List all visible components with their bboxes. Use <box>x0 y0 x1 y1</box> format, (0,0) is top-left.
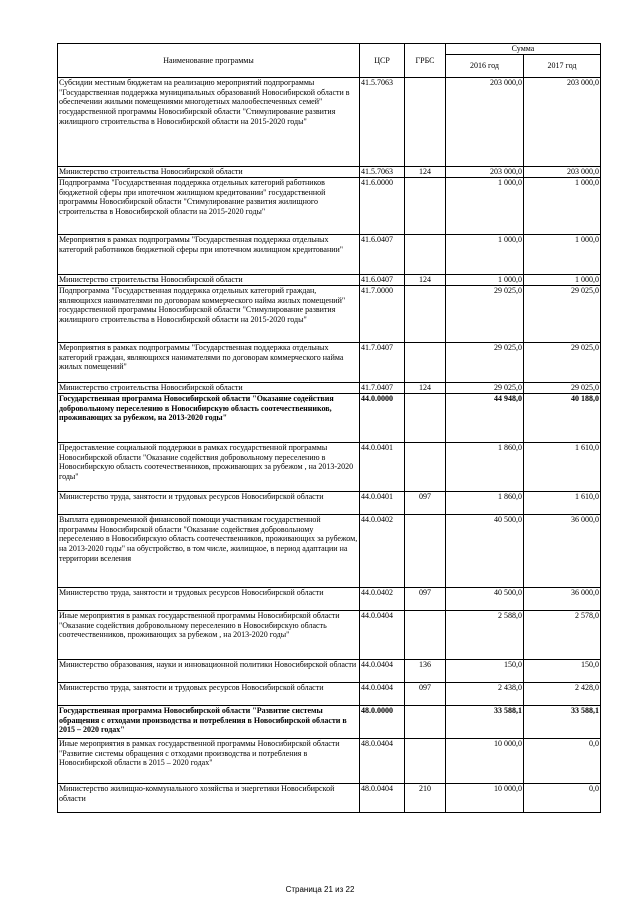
cell-amount-2016: 33 588,1 <box>446 706 524 739</box>
cell-name: Министерство труда, занятости и трудовых ресурсов Новосибирской области <box>58 683 360 706</box>
table-row <box>58 683 601 706</box>
cell-amount-2016: 1 000,0 <box>446 235 524 275</box>
cell-amount-2016: 203 000,0 <box>446 167 524 178</box>
cell-amount-2017: 33 588,1 <box>524 706 601 739</box>
cell-amount-2016: 2 588,0 <box>446 611 524 660</box>
cell-grbs: 097 <box>405 588 446 611</box>
cell-name: Подпрограмма "Государственная поддержка отдельных категорий граждан, являющихся нанимателями по договорам коммерческого найма жилых помещений" государственной программы Новосибирской области "Стимулирование развития жилищного строительства в Новосибирской области на 2015-2020 годы" <box>58 286 360 343</box>
cell-grbs <box>405 178 446 235</box>
table-row <box>58 286 601 343</box>
header-year-2017: 2017 год <box>524 55 601 78</box>
cell-amount-2017: 36 000,0 <box>524 515 601 588</box>
table-row <box>58 167 601 178</box>
cell-name: Министерство строительства Новосибирской области <box>58 383 360 394</box>
cell-amount-2016: 1 000,0 <box>446 275 524 286</box>
cell-grbs <box>405 739 446 784</box>
cell-name: Министерство труда, занятости и трудовых ресурсов Новосибирской области <box>58 588 360 611</box>
cell-csr: 44.0.0000 <box>360 394 405 443</box>
table-row <box>58 588 601 611</box>
cell-name: Государственная программа Новосибирской области "Оказание содействия добровольному переселению в Новосибирскую область соотечественников, проживающих за рубежом, на 2013-2020 годы" <box>58 394 360 443</box>
cell-grbs: 136 <box>405 660 446 683</box>
cell-csr: 44.0.0401 <box>360 443 405 492</box>
cell-csr: 44.0.0404 <box>360 683 405 706</box>
table-row <box>58 394 601 443</box>
cell-name: Иные мероприятия в рамках государственной программы Новосибирской области "Оказание содействия добровольному переселению в Новосибирскую область соотечественников, проживающих за рубежом , на 2013-2020 годы" <box>58 611 360 660</box>
table-header <box>58 44 601 78</box>
header-csr: ЦСР <box>360 44 405 78</box>
header-year-2016: 2016 год <box>446 55 524 78</box>
cell-grbs <box>405 611 446 660</box>
cell-amount-2017: 1 000,0 <box>524 235 601 275</box>
cell-amount-2017: 2 428,0 <box>524 683 601 706</box>
cell-name: Министерство труда, занятости и трудовых ресурсов Новосибирской области <box>58 492 360 515</box>
cell-name: Иные мероприятия в рамках государственной программы Новосибирской области "Развитие системы обращения с отходами производства и потребления в Новосибирской области в 2015 – 2020 годах" <box>58 739 360 784</box>
table-row <box>58 515 601 588</box>
cell-csr: 41.7.0407 <box>360 343 405 383</box>
cell-csr: 44.0.0402 <box>360 515 405 588</box>
cell-amount-2017: 29 025,0 <box>524 383 601 394</box>
cell-grbs <box>405 706 446 739</box>
page-number: Страница 21 из 22 <box>285 885 355 894</box>
table-row <box>58 443 601 492</box>
header-name: Наименование программы <box>58 44 360 78</box>
cell-csr: 48.0.0404 <box>360 784 405 813</box>
budget-table <box>57 43 601 813</box>
cell-grbs <box>405 286 446 343</box>
table-row <box>58 275 601 286</box>
cell-grbs <box>405 394 446 443</box>
table-row <box>58 784 601 813</box>
cell-amount-2016: 29 025,0 <box>446 343 524 383</box>
cell-grbs <box>405 443 446 492</box>
cell-amount-2016: 203 000,0 <box>446 78 524 167</box>
table-row <box>58 383 601 394</box>
cell-name: Подпрограмма "Государственная поддержка отдельных категорий работников бюджетной сферы при ипотечном жилищном кредитовании" государственной программы Новосибирской области "Стимулирование развития жилищного строительства в Новосибирской области на 2015-2020 годы" <box>58 178 360 235</box>
cell-name: Министерство жилищно-коммунального хозяйства и энергетики Новосибирской области <box>58 784 360 813</box>
table-row <box>58 739 601 784</box>
cell-csr: 41.5.7063 <box>360 167 405 178</box>
cell-amount-2017: 203 000,0 <box>524 78 601 167</box>
cell-amount-2016: 1 860,0 <box>446 443 524 492</box>
cell-csr: 48.0.0404 <box>360 739 405 784</box>
cell-amount-2016: 44 948,0 <box>446 394 524 443</box>
cell-name: Государственная программа Новосибирской области "Развитие системы обращения с отходами производства и потребления в Новосибирской области в 2015 – 2020 годах" <box>58 706 360 739</box>
cell-amount-2017: 1 610,0 <box>524 492 601 515</box>
cell-amount-2017: 2 578,0 <box>524 611 601 660</box>
cell-amount-2017: 203 000,0 <box>524 167 601 178</box>
cell-amount-2017: 0,0 <box>524 784 601 813</box>
cell-amount-2017: 1 000,0 <box>524 178 601 235</box>
cell-amount-2016: 29 025,0 <box>446 286 524 343</box>
cell-amount-2016: 150,0 <box>446 660 524 683</box>
cell-amount-2017: 0,0 <box>524 739 601 784</box>
cell-csr: 41.7.0000 <box>360 286 405 343</box>
cell-grbs <box>405 515 446 588</box>
table-row <box>58 660 601 683</box>
table-row <box>58 343 601 383</box>
cell-name: Мероприятия в рамках подпрограммы "Государственная поддержка отдельных категорий работников бюджетной сферы при ипотечном жилищном кредитовании" <box>58 235 360 275</box>
cell-amount-2016: 1 000,0 <box>446 178 524 235</box>
cell-amount-2017: 29 025,0 <box>524 286 601 343</box>
cell-csr: 44.0.0401 <box>360 492 405 515</box>
cell-name: Министерство образования, науки и инновационной политики Новосибирской области <box>58 660 360 683</box>
cell-grbs <box>405 78 446 167</box>
cell-name: Субсидии местным бюджетам на реализацию мероприятий подпрограммы "Государственная поддержка муниципальных образований Новосибирской области в обеспечении жилыми помещениями многодетных малообеспеченных семей" государственной программы Новосибирской области "Стимулирование развития жилищного строительства в Новосибирской области на 2015-2020 годы" <box>58 78 360 167</box>
cell-name: Министерство строительства Новосибирской области <box>58 275 360 286</box>
table-row <box>58 178 601 235</box>
cell-amount-2016: 1 860,0 <box>446 492 524 515</box>
cell-name: Мероприятия в рамках подпрограммы "Государственная поддержка отдельных категорий граждан, являющихся нанимателями по договорам коммерческого найма жилых помещений" <box>58 343 360 383</box>
cell-csr: 44.0.0402 <box>360 588 405 611</box>
cell-grbs: 210 <box>405 784 446 813</box>
cell-csr: 41.6.0407 <box>360 235 405 275</box>
cell-csr: 41.6.0000 <box>360 178 405 235</box>
cell-grbs: 097 <box>405 492 446 515</box>
header-grbs: ГРБС <box>405 44 446 78</box>
cell-amount-2016: 40 500,0 <box>446 515 524 588</box>
cell-grbs: 124 <box>405 167 446 178</box>
cell-csr: 44.0.0404 <box>360 660 405 683</box>
table-row <box>58 706 601 739</box>
cell-amount-2017: 1 610,0 <box>524 443 601 492</box>
cell-name: Выплата единовременной финансовой помощи участникам государственной программы Новосибирской области "Оказание содействия добровольному переселению в Новосибирскую область соотечественников, проживающих за рубежом, на 2013-2020 годы" на обустройство, в том числе, жилищное, в период адаптации на территории вселения <box>58 515 360 588</box>
cell-name: Министерство строительства Новосибирской области <box>58 167 360 178</box>
cell-csr: 44.0.0404 <box>360 611 405 660</box>
cell-grbs: 124 <box>405 383 446 394</box>
header-sum: Сумма <box>446 44 601 55</box>
cell-amount-2017: 36 000,0 <box>524 588 601 611</box>
table-row <box>58 611 601 660</box>
cell-amount-2017: 40 188,0 <box>524 394 601 443</box>
cell-csr: 41.6.0407 <box>360 275 405 286</box>
table-row <box>58 78 601 167</box>
cell-amount-2017: 1 000,0 <box>524 275 601 286</box>
cell-grbs <box>405 343 446 383</box>
table-row <box>58 492 601 515</box>
cell-grbs <box>405 235 446 275</box>
cell-name: Предоставление социальной поддержки в рамках государственной программы Новосибирской области "Оказание содействия добровольному переселению в Новосибирскую область соотечественников, проживающих за рубежом , на 2013-2020 годы" <box>58 443 360 492</box>
table-row <box>58 235 601 275</box>
cell-amount-2017: 150,0 <box>524 660 601 683</box>
cell-amount-2016: 29 025,0 <box>446 383 524 394</box>
cell-amount-2017: 29 025,0 <box>524 343 601 383</box>
cell-amount-2016: 40 500,0 <box>446 588 524 611</box>
cell-amount-2016: 10 000,0 <box>446 784 524 813</box>
cell-csr: 41.7.0407 <box>360 383 405 394</box>
table-body <box>58 78 601 813</box>
cell-amount-2016: 10 000,0 <box>446 739 524 784</box>
cell-csr: 48.0.0000 <box>360 706 405 739</box>
cell-amount-2016: 2 438,0 <box>446 683 524 706</box>
cell-grbs: 097 <box>405 683 446 706</box>
cell-grbs: 124 <box>405 275 446 286</box>
cell-csr: 41.5.7063 <box>360 78 405 167</box>
